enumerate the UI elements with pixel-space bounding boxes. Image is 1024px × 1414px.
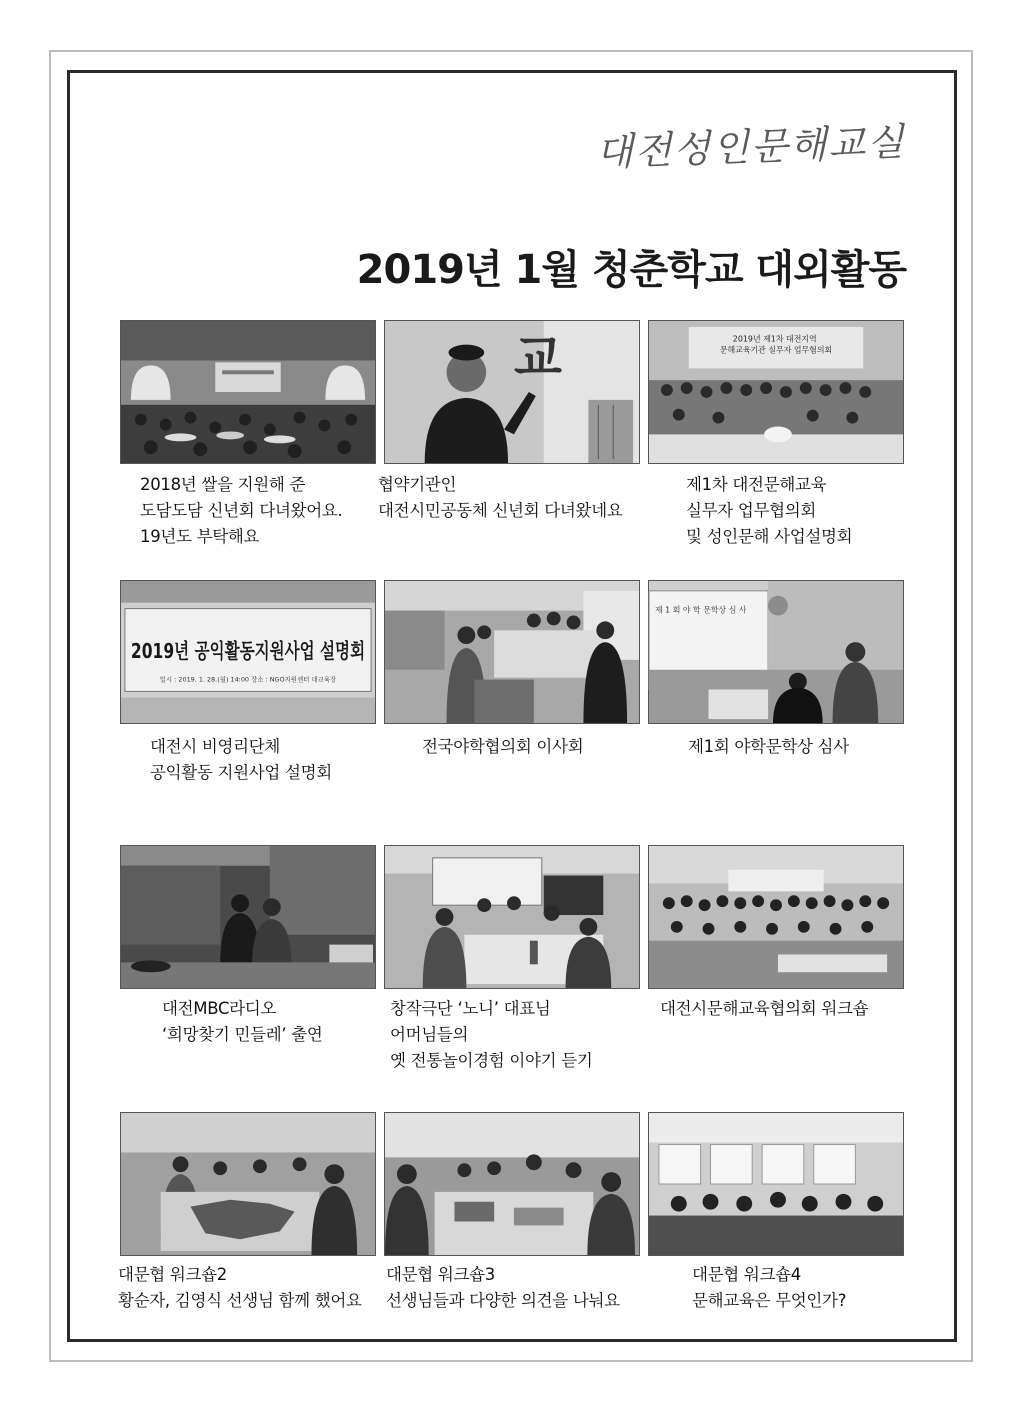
photo-caption: 창작극단 ‘노니’ 대표님 어머님들의 옛 전통놀이경험 이야기 듣기: [390, 999, 593, 1070]
photo-caption: 제1회 야학문학상 심사: [688, 737, 849, 756]
photo-workshop-3: [384, 1112, 640, 1256]
photo-caption: 대문협 워크숍3 선생님들과 다양한 의견을 나눠요: [386, 1265, 620, 1310]
photo-caption: 대전MBC라디오 ‘희망찾기 민들레’ 출연: [162, 999, 323, 1044]
photo-new-year-banquet: [120, 320, 376, 464]
photo-caption: 전국야학협의회 이사회: [422, 737, 584, 756]
photo-caption: 2018년 쌀을 지원해 준 도담도담 신년회 다녀왔어요. 19년도 부탁해요: [140, 475, 343, 546]
photo-literacy-council-workshop: [648, 845, 904, 989]
brand-logo-text: 대전성인문해교실: [595, 119, 907, 175]
photo-board-text: 제 1 회 야 학 문학상 심 사: [654, 605, 747, 615]
banner-line-1: 2019년 제1차 대전지역: [732, 334, 817, 344]
photo-caption: 대문협 워크숍4 문해교육은 무엇인가?: [692, 1265, 847, 1310]
photo-caption: 협약기관인 대전시민공동체 신년회 다녀왔네요: [378, 475, 623, 520]
photo-sign-text: 교: [513, 329, 562, 388]
photo-caption: 대전시문해교육협의회 워크숍: [660, 999, 869, 1018]
photo-theater-storytelling: [384, 845, 640, 989]
photo-mbc-radio: [120, 845, 376, 989]
photo-banner-title: 2019년 공익활동지원사업 설명회: [130, 638, 366, 663]
page-title: 2019년 1월 청춘학교 대외활동: [356, 247, 906, 293]
photo-workshop-4: [648, 1112, 904, 1256]
photo-nonprofit-briefing: [120, 580, 376, 724]
photo-literary-award-review: [648, 580, 904, 724]
banner-line-2: 문해교육기관 실무자 업무협의회: [719, 345, 833, 355]
photo-banner-subtext: 일시 : 2019. 1. 28.(월) 14:00 장소 : NGO지원센터 대교육장: [159, 675, 337, 684]
photo-caption: 대문협 워크숍2 황순자, 김영식 선생님 함께 했어요: [118, 1265, 362, 1310]
photo-workshop-2: [120, 1112, 376, 1256]
photo-night-school-board: [384, 580, 640, 724]
photo-partner-new-year: [384, 320, 640, 464]
photo-caption: 대전시 비영리단체 공익활동 지원사업 설명회: [150, 737, 332, 782]
photo-practitioner-meeting: [648, 320, 904, 464]
photo-caption: 제1차 대전문해교육 실무자 업무협의회 및 성인문해 사업설명회: [686, 475, 853, 546]
